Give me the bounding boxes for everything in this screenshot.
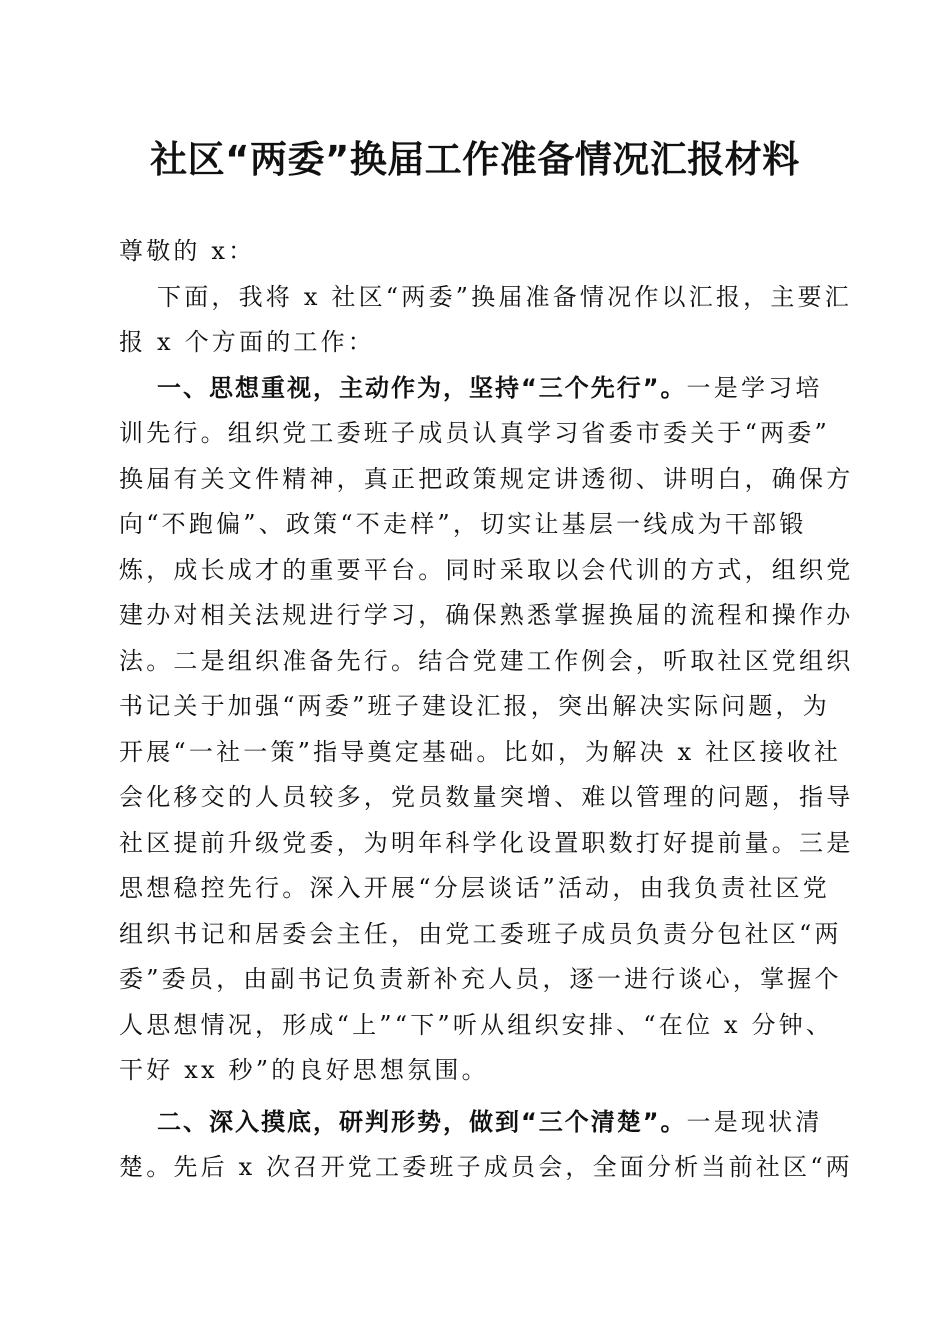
section1-heading: 一、思想重视，主动作为，坚持“三个先行”。 <box>157 373 687 402</box>
section1-line: 会化移交的人员较多，党员数量突增、难以管理的问题，指导 <box>119 783 854 811</box>
section1-line: 干好 xx 秒”的良好思想氛围。 <box>119 1056 489 1084</box>
section2-first-line <box>119 1100 829 1146</box>
section1-first-line-text: 一是学习培 <box>686 373 823 402</box>
section1-line: 组织书记和居委会主任，由党工委班子成员负责分包社区“两 <box>119 919 842 948</box>
section1-line: 炼，成长成才的重要平台。同时采取以会代训的方式，组织党 <box>119 555 854 584</box>
section1-first-line <box>119 366 829 412</box>
document-title: 社区“两委”换届工作准备情况汇报材料 <box>150 138 800 181</box>
section1-line: 人思想情况，形成“上”“下”听从组织安排、“在位 x 分钟、 <box>119 1010 834 1039</box>
section2-line: 楚。先后 x 次召开党工委班子成员会，全面分析当前社区“两 <box>119 1153 853 1181</box>
section1-line: 书记关于加强“两委”班子建设汇报，突出解决实际问题，为 <box>119 692 830 720</box>
section1-line: 换届有关文件精神，真正把政策规定讲透彻、讲明白，确保方 <box>119 464 854 493</box>
intro-line: 报 x 个方面的工作： <box>119 328 375 356</box>
section1-line: 建办对相关法规进行学习，确保熟悉掌握换届的流程和操作办 <box>119 601 854 629</box>
section1-line: 向“不跑偏”、政策“不走样”，切实让基层一线成为干部锻 <box>119 510 807 538</box>
section1-line: 开展“一社一策”指导奠定基础。比如，为解决 x 社区接收社 <box>119 737 842 766</box>
document-body <box>119 229 854 1191</box>
section2-heading: 二、深入摸底，研判形势，做到“三个清楚”。 <box>157 1107 687 1136</box>
salutation: 尊敬的 x： <box>119 237 256 265</box>
section1-line: 思想稳控先行。深入开展“分层谈话”活动，由我负责社区党 <box>119 874 830 902</box>
section1-line: 训先行。组织党工委班子成员认真学习省委市委关于“两委” <box>119 419 830 447</box>
section1-line: 法。二是组织准备先行。结合党建工作例会，听取社区党组织 <box>119 646 854 675</box>
section1-line: 社区提前升级党委，为明年科学化设置职数打好提前量。三是 <box>119 828 854 857</box>
intro-line: 下面，我将 x 社区“两委”换届准备情况作以汇报，主要汇 <box>157 282 852 311</box>
section1-line: 委”委员，由副书记负责新补充人员，逐一进行谈心，掌握个 <box>119 965 842 993</box>
section2-first-line-text: 一是现状清 <box>686 1107 823 1136</box>
